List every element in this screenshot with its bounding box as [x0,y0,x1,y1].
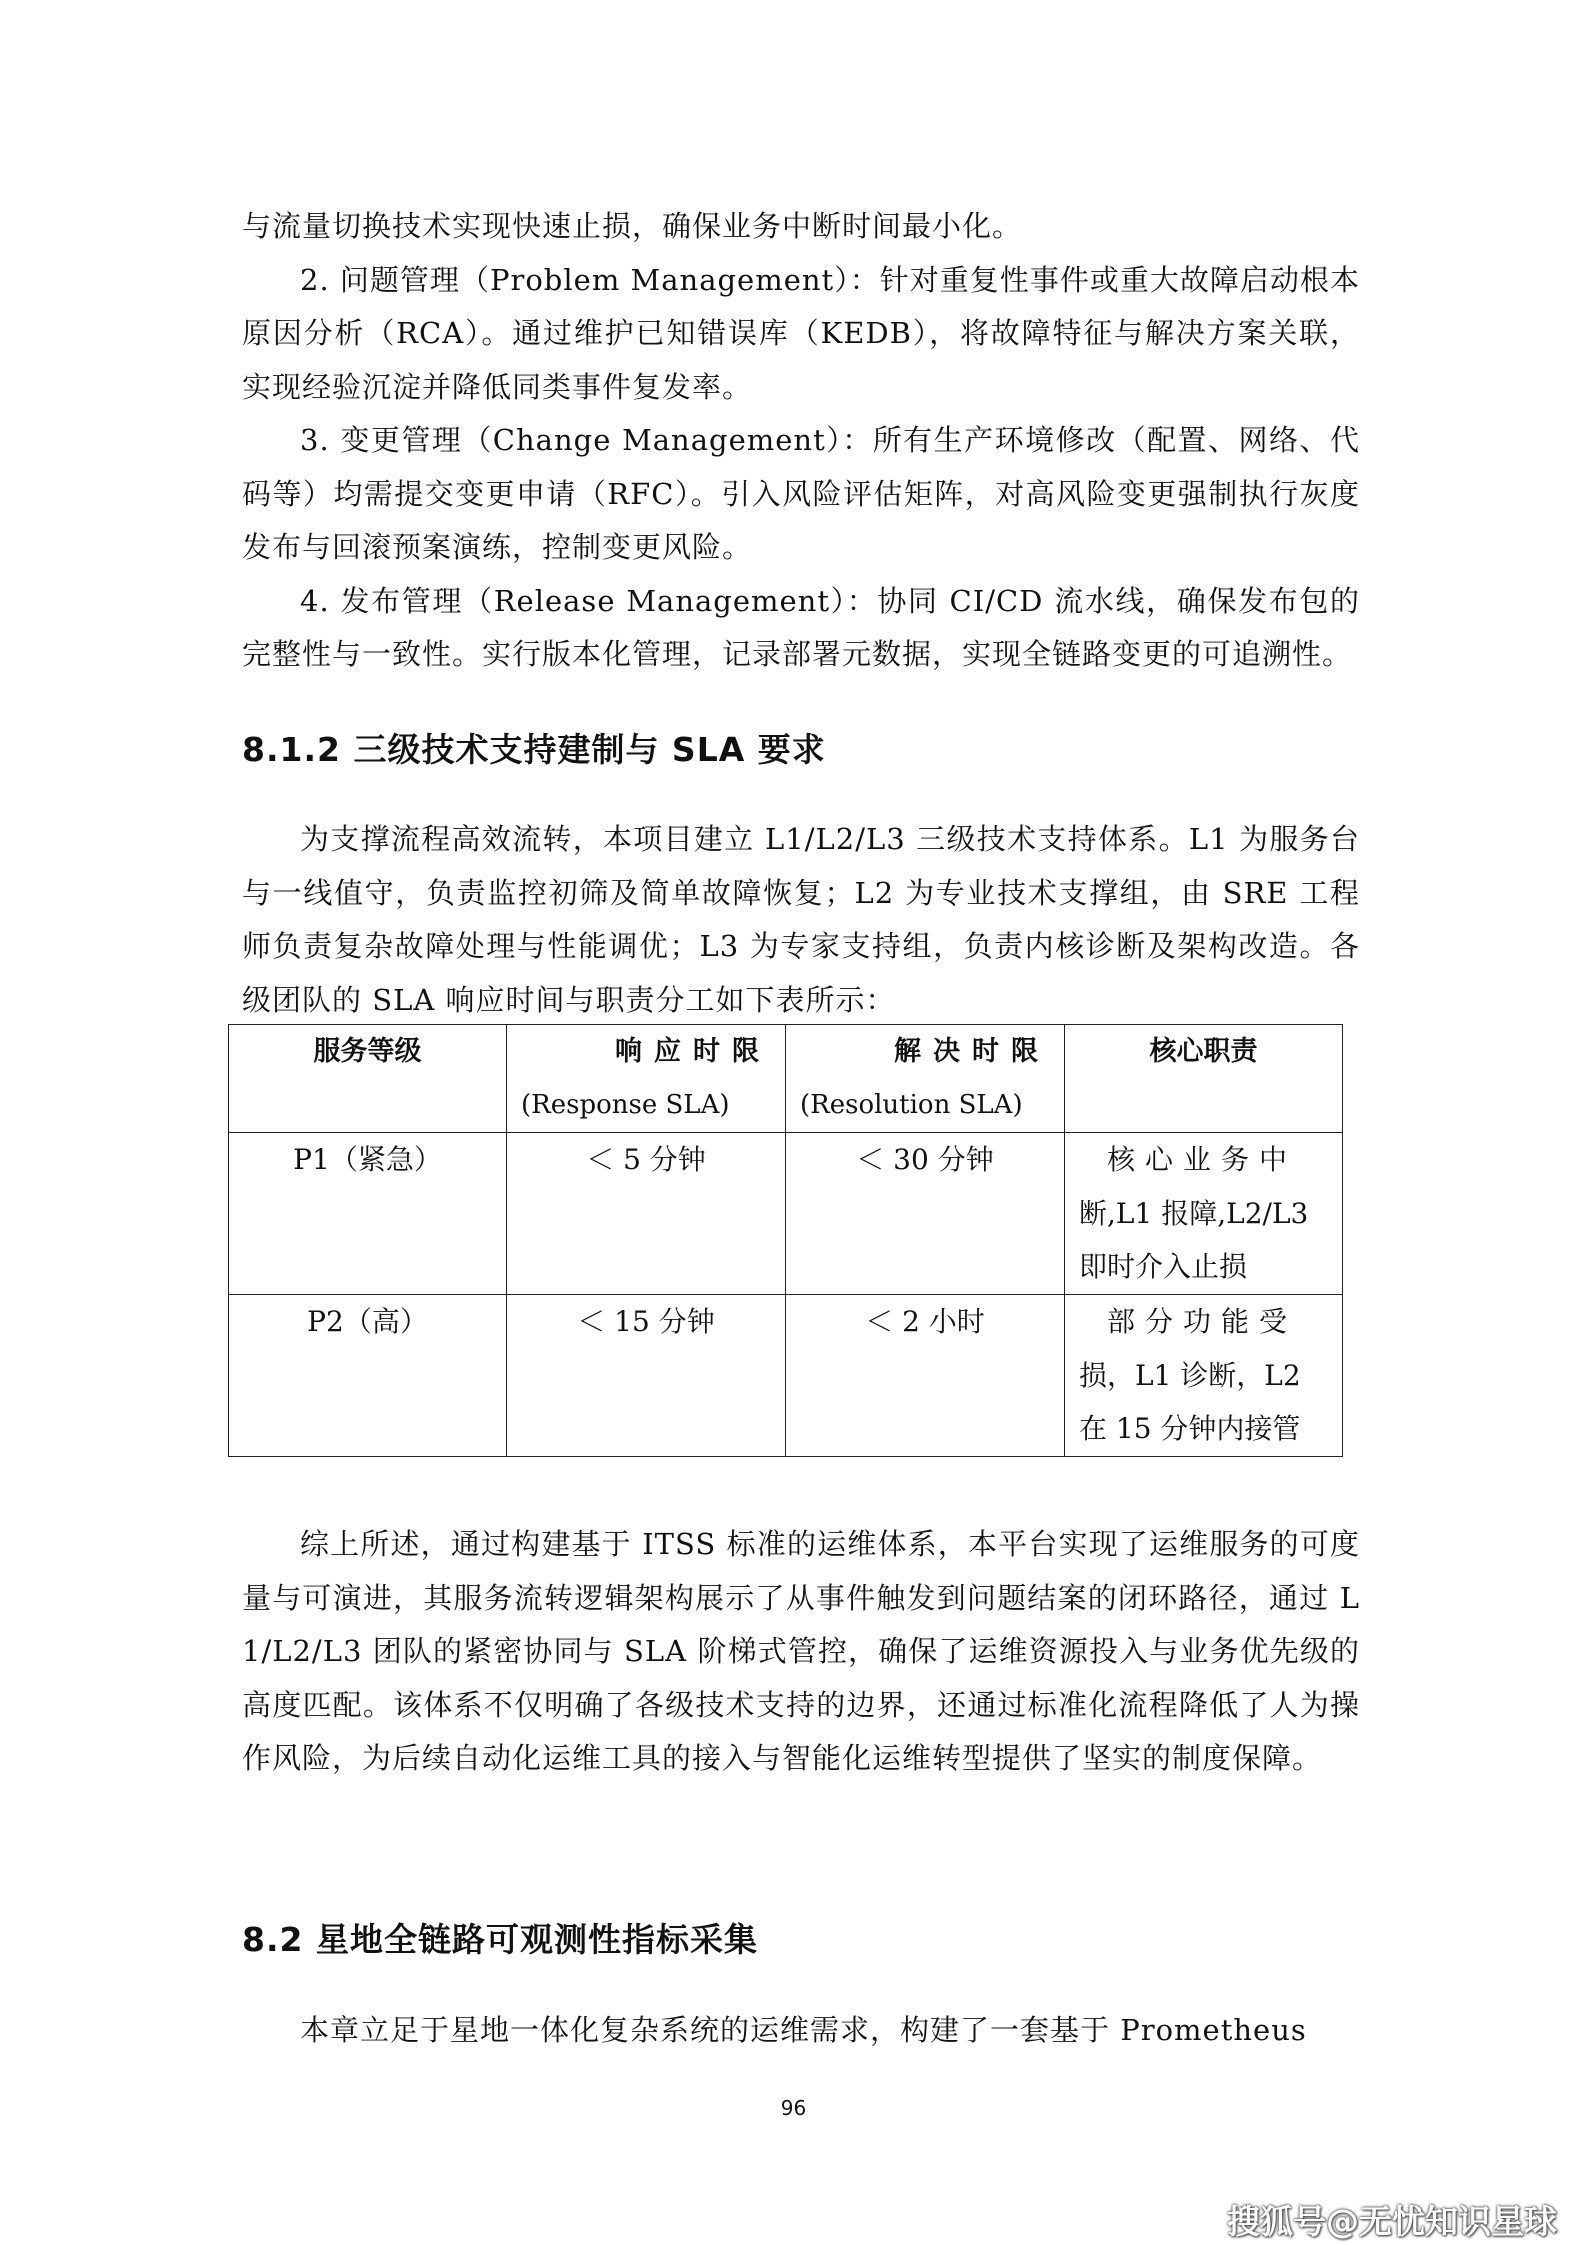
paragraph-82-intro: 本章立足于星地一体化复杂系统的运维需求，构建了一套基于 Prometheus [300,2013,1307,2047]
cell-level: P1（紧急） [229,1133,507,1295]
cell-duty-line: 损，L1 诊断，L2 [1079,1358,1301,1392]
paragraph-release-management: 4. 发布管理（Release Management）：协同 CI/CD 流水线，确保发布包的完整性与一致性。实行版本化管理，记录部署元数据，实现全链路变更的可追溯性。 [242,583,1360,671]
header-response-sla [507,1025,786,1133]
section-heading-8-2: 8.2 星地全链路可观测性指标采集 [242,1920,758,1959]
cell-resolution: ＜ 2 小时 [786,1295,1065,1457]
cell-duty-line: 即时介入止损 [1079,1250,1248,1283]
table-row [229,1295,1343,1457]
page-number: 96 [780,2096,807,2120]
cell-duty-line: 在 15 分钟内接管 [1079,1412,1301,1445]
body-text-top [242,200,1360,682]
cell-level: P2（高） [229,1295,507,1457]
watermark: 搜狐号@无忧知识星球 [1227,2202,1557,2241]
cell-resolution: ＜ 30 分钟 [786,1133,1065,1295]
paragraph-change-management: 3. 变更管理（Change Management）：所有生产环境修改（配置、网络、代码等）均需提交变更申请（RFC）。引入风险评估矩阵，对高风险变更强制执行灰度发布与回滚预案演练，控制变更风险。 [242,423,1360,564]
header-resolution-sla [786,1025,1065,1133]
cell-duty [1065,1133,1343,1295]
table-header-row [229,1025,1343,1133]
table-row [229,1133,1343,1295]
sla-table [228,1024,1343,1457]
cell-duty-line: 核心业务中 [1107,1143,1298,1176]
cell-duty-line: 断,L1 报障,L2/L3 [1079,1196,1309,1230]
header-service-level: 服务等级 [229,1025,507,1133]
paragraph-problem-management: 2. 问题管理（Problem Management）：针对重复性事件或重大故障启动根本原因分析（RCA）。通过维护已知错误库（KEDB），将故障特征与解决方案关联，实现经验沉淀并降低同类事件复发率。 [242,262,1360,404]
header-response-sub: (Response SLA) [521,1089,730,1120]
cell-response: ＜ 15 分钟 [507,1295,786,1457]
body-text-812-intro [242,813,1360,1027]
cell-response: ＜ 5 分钟 [507,1133,786,1295]
section-heading-8-1-2: 8.1.2 三级技术支持建制与 SLA 要求 [242,730,826,769]
cell-duty-line: 部分功能受 [1107,1305,1298,1338]
header-resolution-sub: (Resolution SLA) [800,1089,1023,1120]
body-text-summary [242,1518,1360,1786]
header-response-label: 响应时限 [615,1036,771,1067]
body-text-82-intro [242,2004,1360,2058]
paragraph-summary: 综上所述，通过构建基于 ITSS 标准的运维体系，本平台实现了运维服务的可度量与可演进，其服务流转逻辑架构展示了从事件触发到问题结案的闭环路径，通过 L1/L2/L3 团队的紧密协同与 SLA 阶梯式管控，确保了运维资源投入与业务优先级的高度匹配。该体系不仅明确了各级技术支持的边界，还通过标准化流程降低了人为操作风险，为后续自动化运维工具的接入与智能化运维转型提供了坚实的制度保障。 [242,1527,1360,1775]
paragraph-812-intro: 为支撑流程高效流转，本项目建立 L1/L2/L3 三级技术支持体系。L1 为服务台与一线值守，负责监控初筛及简单故障恢复；L2 为专业技术支撑组，由 SRE 工程师负责复杂故障处理与性能调优；L3 为专家支持组，负责内核诊断及架构改造。各级团队的 SLA 响应时间与职责分工如下表所示： [242,822,1360,1017]
cell-duty [1065,1295,1343,1457]
paragraph-incident-tail: 与流量切换技术实现快速止损，确保业务中断时间最小化。 [242,209,1023,243]
header-resolution-label: 解决时限 [894,1036,1050,1067]
header-core-duty: 核心职责 [1065,1025,1343,1133]
